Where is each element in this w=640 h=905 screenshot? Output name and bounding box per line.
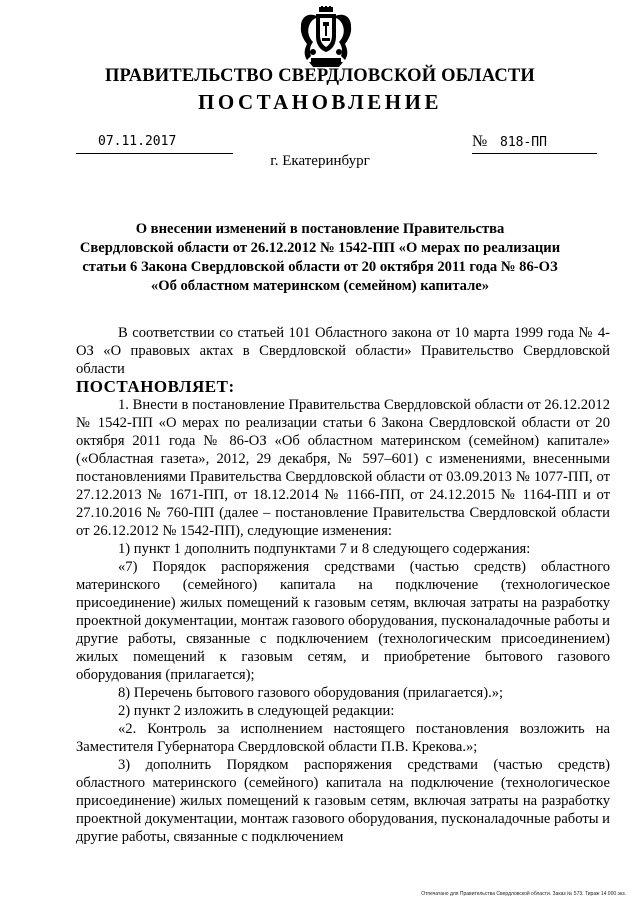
paragraph: 8) Перечень бытового газового оборудования (прилагается).»; (118, 685, 504, 701)
document-heading (70, 220, 570, 296)
heading-line: О внесении изменений в постановление Правительства (135, 221, 505, 237)
paragraph: «7) Порядок распоряжения средствами (частью средств) областного материнского (семейного) капитала на подключение (технологическое присоединение) жилых помещений к газовым сетям, включая затраты на разработку проектной документации, монтаж газового оборудования, пусконаладочные работы и другие работы, связанные с подключением (технологическим присоединением) жилых помещений к газовым сетям, и приобретение бытового газового оборудования (прилагается); (76, 559, 610, 683)
document-number: 818-ПП (500, 135, 547, 150)
date-field (76, 133, 233, 154)
paragraph: «2. Контроль за исполнением настоящего постановления возложить на Заместителя Губернатора Свердловской области П.В. Крекова.»; (76, 721, 610, 755)
city: г. Екатеринбург (270, 153, 370, 169)
number-field (472, 133, 597, 154)
document-type: ПОСТАНОВЛЕНИЕ (198, 90, 442, 114)
heading-line: Свердловской области от 26.12.2012 № 1542-ПП «О мерах по реализации (79, 240, 561, 256)
intro-paragraph: В соответствии со статьей 101 Областного закона от 10 марта 1999 года № 4-ОЗ «О правовых актах в Свердловской области» Правительство Свердловской области (76, 325, 610, 377)
paragraph: 2) пункт 2 изложить в следующей редакции: (118, 703, 395, 719)
paragraph: 1. Внести в постановление Правительства Свердловской области от 26.12.2012 № 1542-ПП «О мерах по реализации статьи 6 Закона Свердловской области от 20 октября 2011 года № 86-ОЗ «Об областном материнском (семейном) капитале» («Областная газета», 2012, 29 декабря, № 597–601) с изменениями, внесенными постановлениями Правительства Свердловской области от 03.09.2013 № 1077-ПП, от 27.12.2013 № 1671-ПП, от 18.12.2014 № 1166-ПП, от 24.12.2015 № 1164-ПП и от 27.10.2016 № 760-ПП (далее – постановление Правительства Свердловской области от 26.12.2012 № 1542-ПП), следующие изменения: (76, 397, 610, 539)
heading-line: «Об областном материнском (семейном) капитале» (150, 278, 490, 294)
government-title: ПРАВИТЕЛЬСТВО СВЕРДЛОВСКОЙ ОБЛАСТИ (104, 66, 536, 86)
print-footer: Отпечатано для Правительства Свердловской области. Заказ № 573. Тираж 14 000 экз. (421, 891, 626, 897)
paragraph: 3) дополнить Порядком распоряжения средствами (частью средств) областного материнского (семейного) капитала на подключение (технологическое присоединение) жилых помещений к газовым сетям, включая затраты на разработку проектной документации, монтаж газового оборудования, пусконаладочные работы и другие работы, связанные с подключением (76, 757, 610, 845)
document-body (76, 324, 610, 846)
paragraph: 1) пункт 1 дополнить подпунктами 7 и 8 следующего содержания: (118, 541, 531, 557)
number-sign: № (472, 133, 488, 150)
resolves-heading: ПОСТАНОВЛЯЕТ: (76, 377, 235, 396)
coat-of-arms-icon (295, 6, 357, 68)
heading-line: статьи 6 Закона Свердловской области от 20 октября 2011 года № 86-ОЗ (82, 259, 558, 275)
document-date: 07.11.2017 (98, 134, 177, 149)
